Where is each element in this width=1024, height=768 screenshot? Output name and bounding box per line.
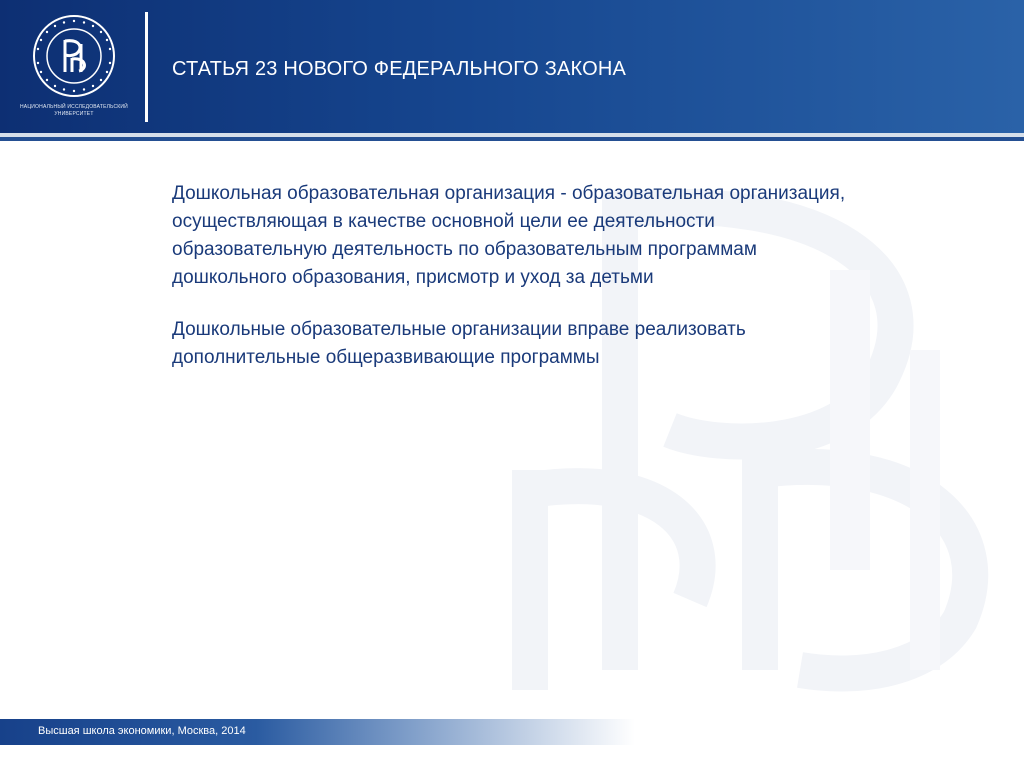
paragraph-additional-programs: Дошкольные образовательные организации вправе реализовать дополнительные общеразвивающие программы [172, 319, 746, 368]
slide-content [172, 180, 852, 396]
header-divider [145, 12, 148, 122]
header-band [0, 0, 1024, 133]
slide-title: СТАТЬЯ 23 НОВОГО ФЕДЕРАЛЬНОГО ЗАКОНА [172, 58, 627, 80]
logo-caption: НАЦИОНАЛЬНЫЙ ИССЛЕДОВАТЕЛЬСКИЙ УНИВЕРСИТЕТ [20, 104, 128, 117]
footer-text: Высшая школа экономики, Москва, 2014 [38, 725, 246, 737]
paragraph-definition: Дошкольная образовательная организация - образовательная организация, осуществляющая в качестве основной цели ее деятельности образовательную деятельность по образовательным программам дошкольного образования, присмотр и уход за детьми [172, 183, 846, 288]
footer-band [0, 719, 1024, 745]
university-crest-icon [32, 14, 116, 98]
header-stripe-dark [0, 137, 1024, 141]
